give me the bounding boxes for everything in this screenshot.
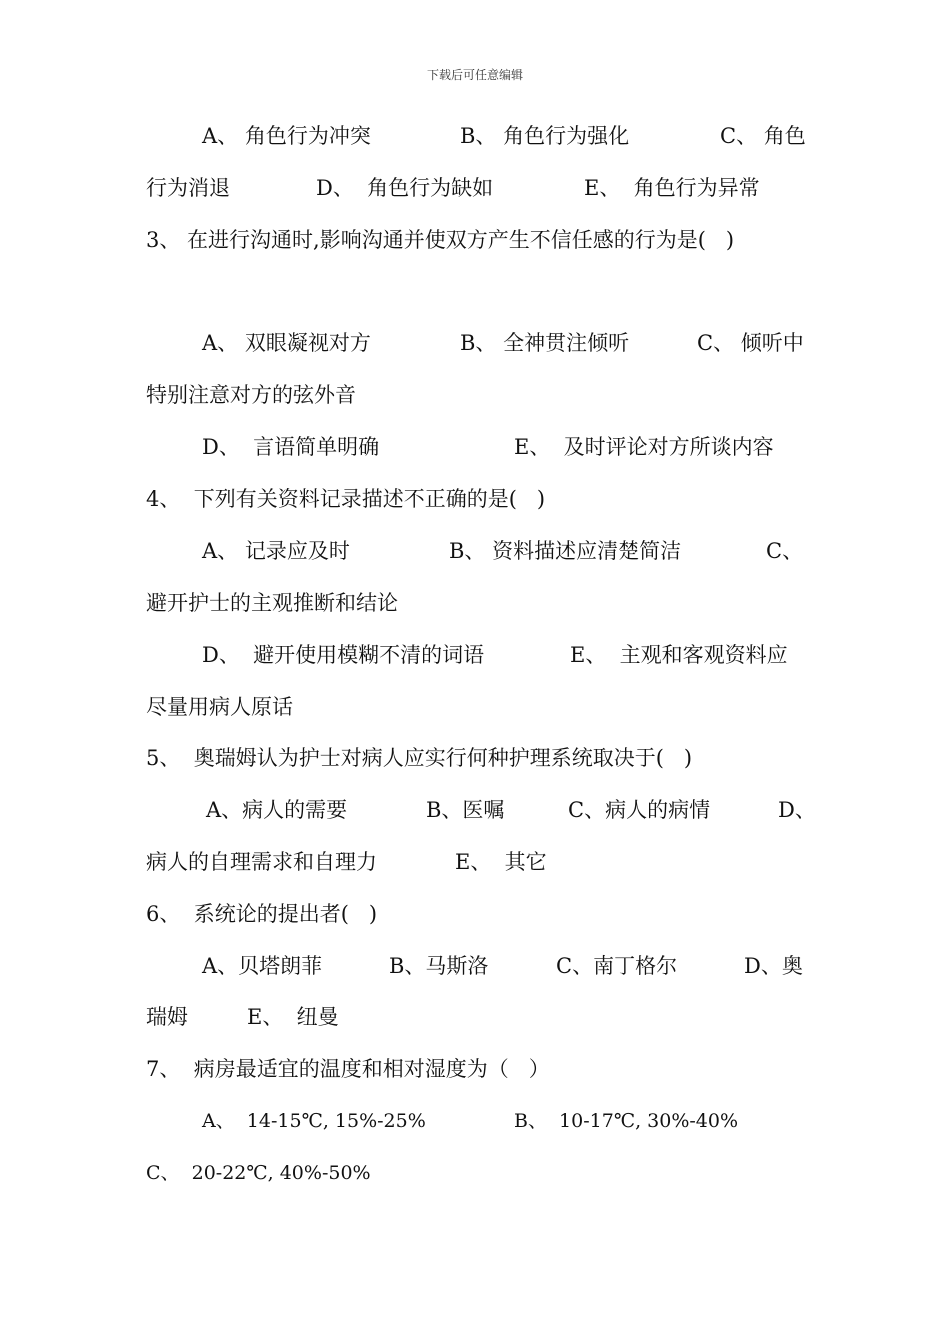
option-d: D、 [778, 798, 816, 822]
option-b: B、 10-17℃, 30%-40% [514, 1110, 739, 1132]
option-d: D、 避开使用模糊不清的词语 [202, 643, 485, 667]
option-e: E、 其它 [455, 850, 547, 874]
option-a: A、 记录应及时 [202, 539, 350, 563]
option-c: C、 倾听中 [697, 331, 804, 355]
option-c-continued: 避开护士的主观推断和结论 [146, 591, 398, 615]
option-c: C、 20-22℃, 40%-50% [146, 1162, 371, 1184]
question-7: 7、 病房最适宜的温度和相对湿度为（ ） [146, 1057, 550, 1081]
option-c: C、 角色 [720, 124, 806, 148]
option-d-continued: 瑞姆 [146, 1005, 188, 1029]
page-header: 下载后可任意编辑 [426, 68, 523, 82]
option-c: C、 [766, 539, 804, 563]
option-e-continued: 尽量用病人原话 [146, 695, 293, 719]
option-b: B、 全神贯注倾听 [460, 331, 630, 355]
option-e: E、 纽曼 [247, 1005, 339, 1029]
option-b: B、 角色行为强化 [460, 124, 630, 148]
option-d: D、 角色行为缺如 [316, 176, 494, 200]
question-6: 6、 系统论的提出者( ) [146, 902, 378, 926]
option-e: E、 及时评论对方所谈内容 [514, 435, 774, 459]
option-b: B、马斯洛 [389, 954, 489, 978]
question-3: 3、 在进行沟通时,影响沟通并使双方产生不信任感的行为是( ) [146, 228, 735, 252]
option-a: A、 14-15℃, 15%-25% [202, 1110, 426, 1132]
option-a: A、 角色行为冲突 [202, 124, 371, 148]
option-a: A、贝塔朗菲 [202, 954, 323, 978]
option-a: A、病人的需要 [206, 798, 348, 822]
option-a: A、 双眼凝视对方 [202, 331, 371, 355]
question-4: 4、 下列有关资料记录描述不正确的是( ) [146, 487, 546, 511]
option-e: E、 主观和客观资料应 [570, 643, 788, 667]
option-b: B、 资料描述应清楚简洁 [449, 539, 682, 563]
option-d: D、 言语简单明确 [202, 435, 380, 459]
option-d: D、奥 [744, 954, 803, 978]
option-e: E、 角色行为异常 [584, 176, 760, 200]
option-c-continued: 特别注意对方的弦外音 [146, 383, 356, 407]
option-c: C、南丁格尔 [556, 954, 678, 978]
option-c-continued: 行为消退 [146, 176, 230, 200]
question-5: 5、 奥瑞姆认为护士对病人应实行何种护理系统取决于( ) [146, 746, 693, 770]
option-d-continued: 病人的自理需求和自理力 [146, 850, 377, 874]
option-c: C、病人的病情 [568, 798, 711, 822]
option-b: B、医嘱 [426, 798, 505, 822]
